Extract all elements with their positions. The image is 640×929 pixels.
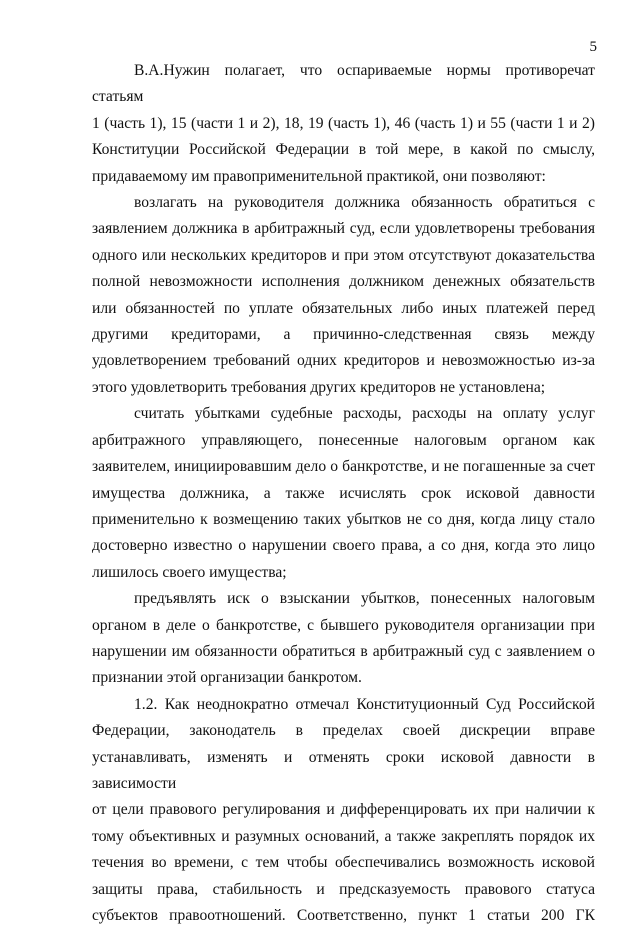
text-line: защиты права, стабильность и предсказуемость правового статуса [92, 880, 595, 898]
text-line: от цели правового регулирования и дифференцировать их при наличии к [92, 801, 595, 819]
text-line: признании этой организации банкротом. [92, 669, 362, 687]
text-line: течения во времени, с тем чтобы обеспечивались возможность исковой [92, 854, 595, 872]
text-line: придаваемому им правоприменительной практикой, они позволяют: [92, 167, 546, 185]
text-line: другими кредиторами, а причинно-следственная связь между [92, 326, 595, 344]
text-line: возлагать на руководителя должника обязанность обратиться с [134, 194, 595, 212]
text-line: удовлетворением требований одних кредиторов и невозможностью из-за [92, 352, 595, 370]
text-line: Федерации, законодатель в пределах своей дискреции вправе [92, 722, 595, 740]
text-line: заявителем, инициировавшим дело о банкротстве, и не погашенные за счет [92, 458, 595, 476]
text-line: или обязанностей по уплате обязательных либо иных платежей перед [92, 299, 595, 317]
text-line: лишилось своего имущества; [92, 563, 287, 581]
page-number: 5 [589, 39, 597, 55]
text-line: 1 (часть 1), 15 (части 1 и 2), 18, 19 (часть 1), 46 (часть 1) и 55 (части 1 и 2) [92, 114, 595, 132]
text-line: применительно к возмещению таких убытков не со дня, когда лицу стало [92, 510, 595, 528]
text-line: одного или нескольких кредиторов и при этом отсутствуют доказательства [92, 246, 595, 264]
text-line: тому объективных и разумных оснований, а также закреплять порядок их [92, 827, 595, 845]
text-line: Конституции Российской Федерации в той мере, в какой по смыслу, [92, 141, 595, 159]
text-line: нарушении им обязанности обратиться в арбитражный суд с заявлением о [92, 642, 595, 660]
text-line: имущества должника, а также исчислять срок исковой давности [92, 484, 595, 502]
text-line: устанавливать, изменять и отменять сроки исковой давности в зависимости [92, 748, 595, 792]
text-line: заявлением должника в арбитражный суд, если удовлетворены требования [92, 220, 595, 238]
text-line: 1.2. Как неоднократно отмечал Конституционный Суд Российской [134, 695, 595, 713]
text-line: органом в деле о банкротстве, с бывшего руководителя организации при [92, 616, 595, 634]
text-line: этого удовлетворить требования других кредиторов не установлена; [92, 378, 546, 396]
text-line: полной невозможности исполнения должником денежных обязательств [92, 273, 595, 291]
text-line: считать убытками судебные расходы, расходы на оплату услуг [134, 405, 595, 423]
text-line: арбитражного управляющего, понесенные налоговым органом как [92, 431, 595, 449]
document-body [92, 58, 595, 929]
text-line: достоверно известно о нарушении своего права, а со дня, когда это лицо [92, 537, 595, 555]
text-line: предъявлять иск о взыскании убытков, понесенных налоговым [134, 590, 595, 608]
text-line: субъектов правоотношений. Соответственно, пункт 1 статьи 200 ГК [92, 907, 595, 924]
text-line: В.А.Нужин полагает, что оспариваемые нормы противоречат статьям [92, 62, 595, 106]
